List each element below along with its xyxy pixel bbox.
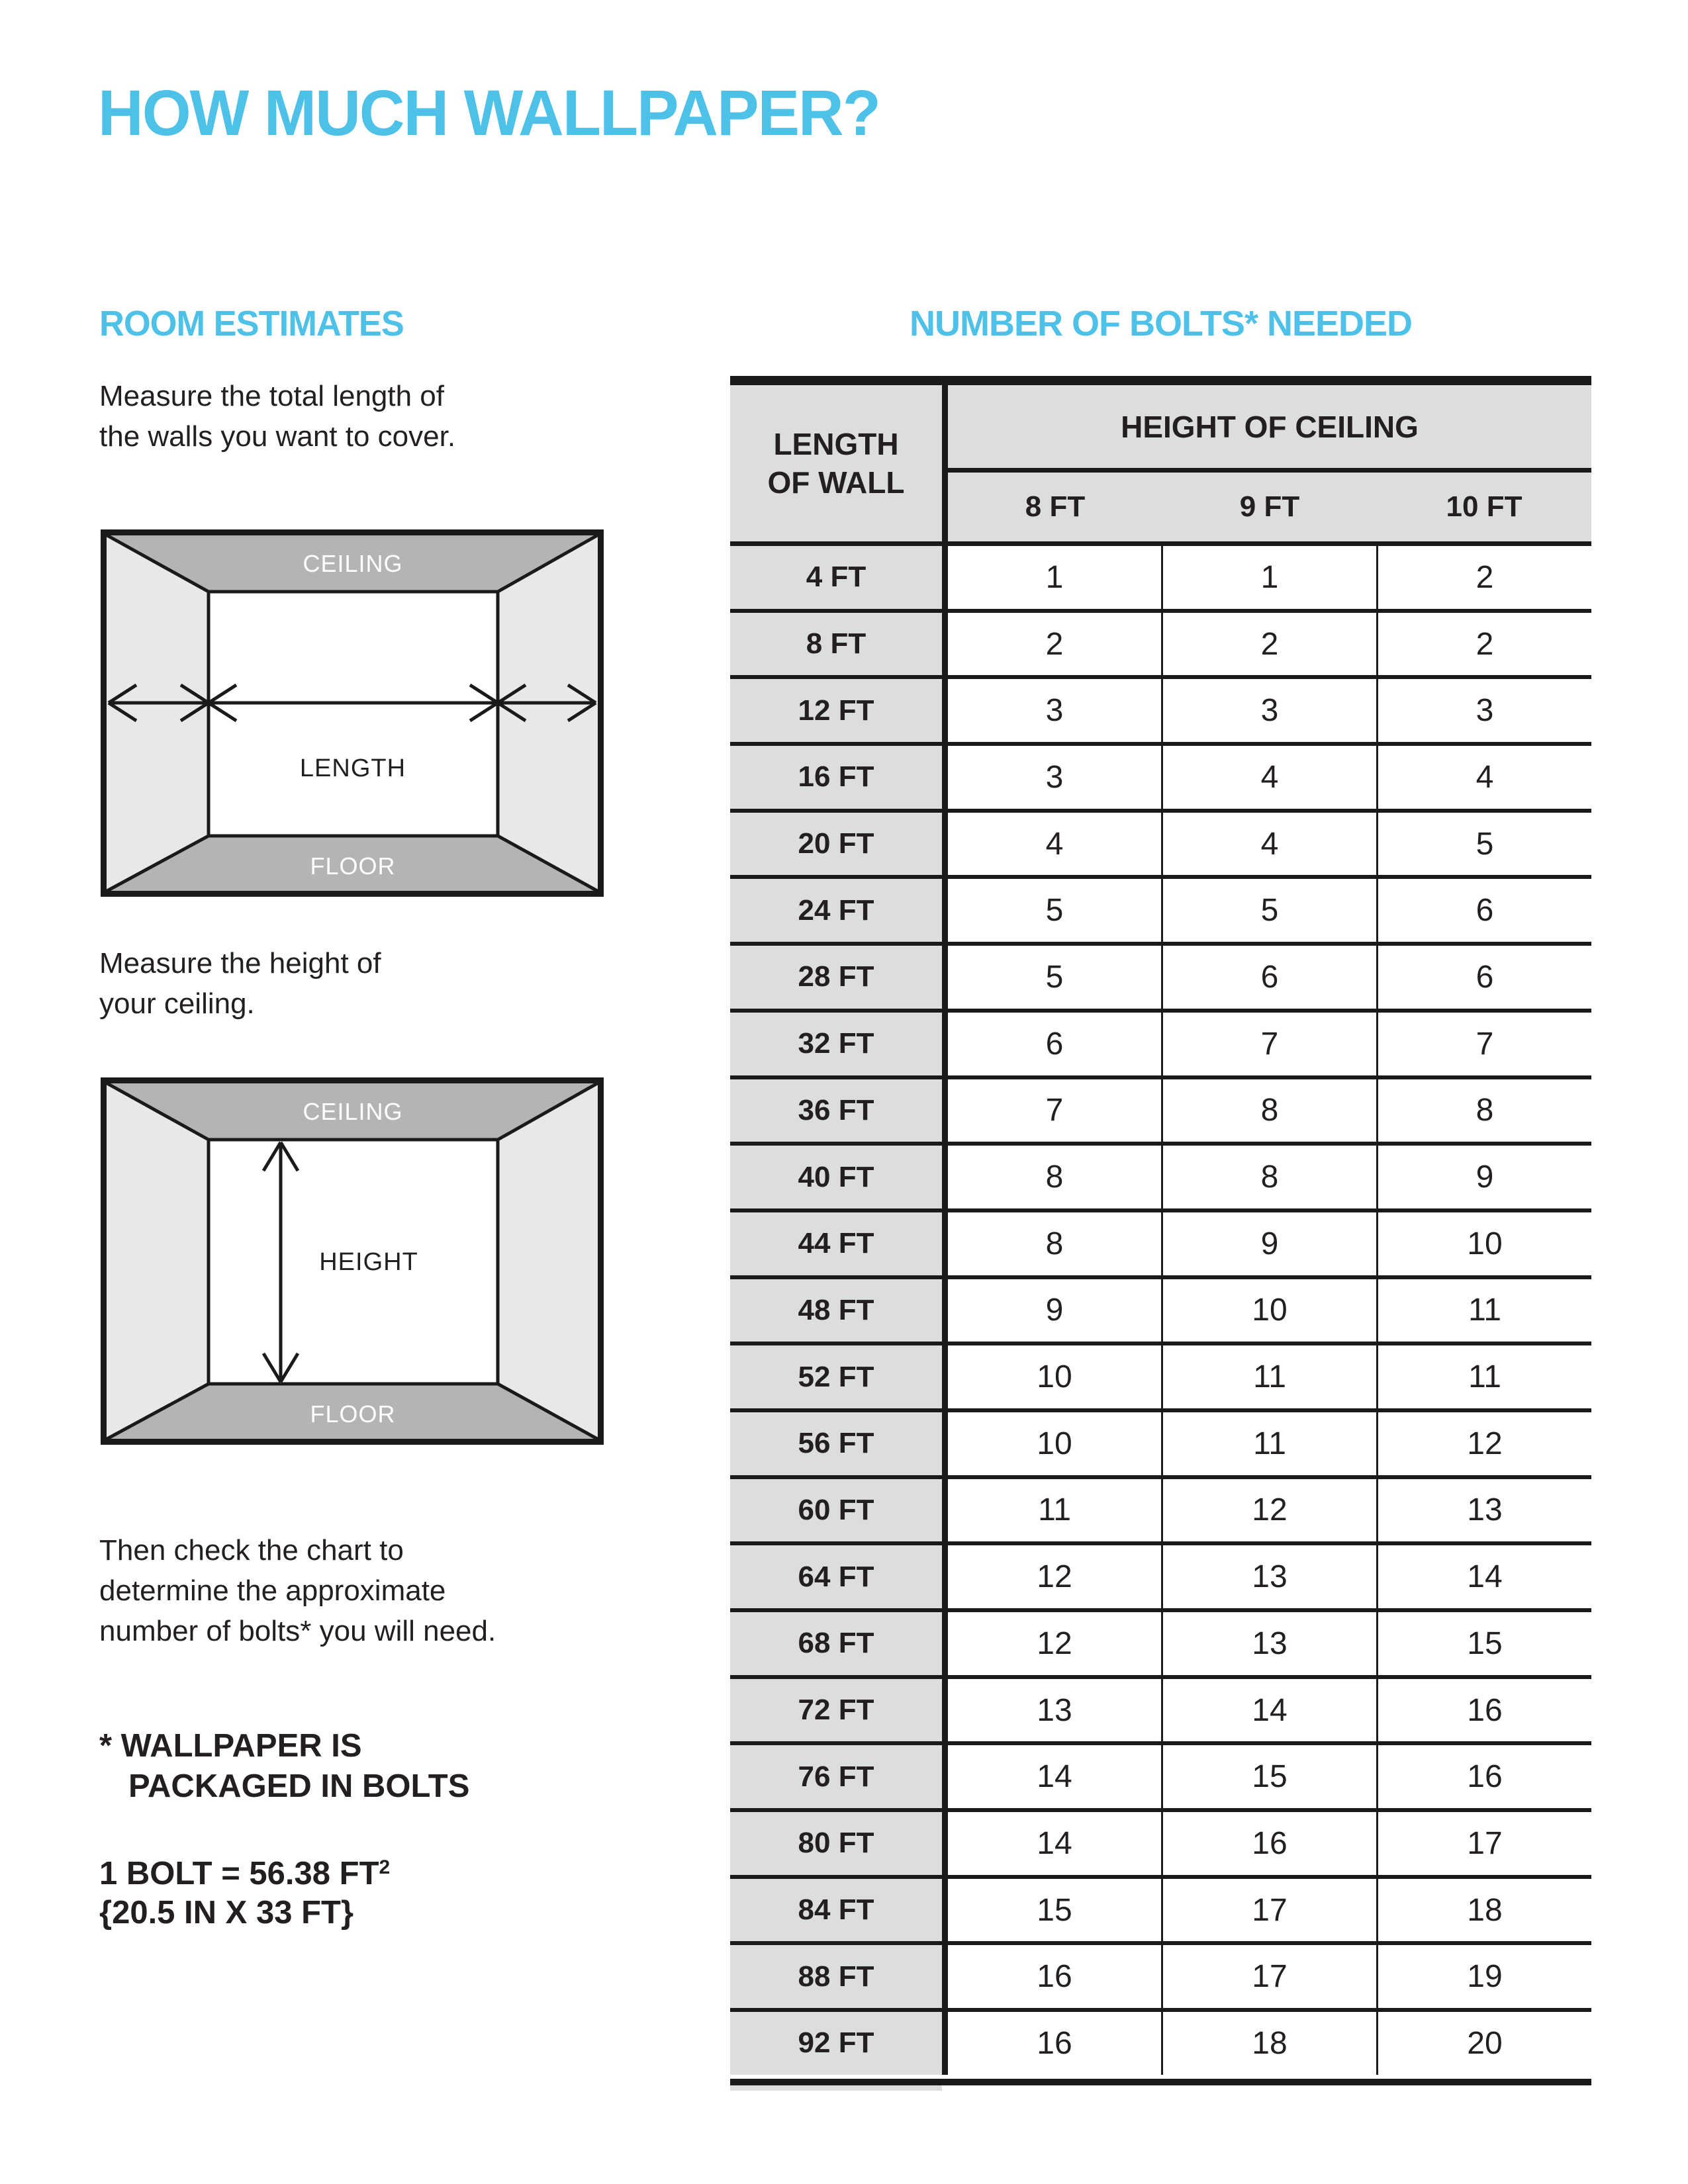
bolt-count-cell: 3 [1376,679,1591,742]
bolt-count-cell: 2 [948,613,1161,676]
table-row [730,1679,1591,1746]
bolt-count-cell: 19 [1376,1945,1591,2008]
table-bottom-stub [730,2085,942,2091]
bolt-equation-line [99,1848,390,1893]
wall-length-label: 36 FT [730,1079,948,1142]
table-row [730,613,1591,680]
wall-length-label: 88 FT [730,1945,948,2008]
wall-length-label: 48 FT [730,1279,948,1342]
bolt-count-cell: 1 [1161,546,1376,609]
bolt-count-cell: 9 [1161,1212,1376,1275]
table-row [730,2012,1591,2075]
bolt-count-cell: 11 [1161,1345,1376,1408]
bolt-count-cell: 14 [1376,1545,1591,1608]
wall-length-label: 80 FT [730,1812,948,1875]
squared-superscript: 2 [379,1856,391,1878]
bolt-count-cell: 2 [1376,613,1591,676]
table-row [730,1412,1591,1479]
wall-length-label: 4 FT [730,546,948,609]
footnote-line: * WALLPAPER IS [99,1728,362,1764]
bolt-count-cell: 14 [948,1745,1161,1808]
bolt-count-cell: 9 [1376,1146,1591,1208]
table-row [730,1812,1591,1879]
bolt-count-cell: 15 [948,1879,1161,1942]
paragraph-line: Measure the height of [99,947,381,979]
bolts-table [730,376,1591,2091]
bolt-count-cell: 8 [1161,1079,1376,1142]
bolt-count-cell: 17 [1161,1945,1376,2008]
table-rows [730,546,1591,2075]
page-title: HOW MUCH WALLPAPER? [98,77,880,149]
bolt-count-cell: 4 [1376,746,1591,809]
measure-height-paragraph [99,943,381,1024]
bolt-count-cell: 8 [1161,1146,1376,1208]
bolt-count-cell: 4 [948,813,1161,876]
height-of-ceiling-label: HEIGHT OF CEILING [1121,409,1419,444]
bolt-count-cell: 8 [948,1212,1161,1275]
bolt-count-cell: 2 [1161,613,1376,676]
bolt-count-cell: 11 [1376,1345,1591,1408]
floor-label: FLOOR [310,852,396,880]
table-header [730,385,1591,541]
bolt-count-cell: 16 [1376,1745,1591,1808]
header-divider-line [948,468,1591,473]
table-row [730,1612,1591,1679]
bolt-count-cell: 7 [948,1079,1161,1142]
bolt-count-cell: 7 [1376,1013,1591,1075]
right-wall-surface [498,1081,600,1441]
paragraph-line: Then check the chart to [99,1534,404,1567]
bolt-count-cell: 6 [1161,946,1376,1009]
wall-length-label: 32 FT [730,1013,948,1075]
bolt-count-cell: 6 [1376,946,1591,1009]
bolt-count-cell: 1 [948,546,1161,609]
height-of-ceiling-header [948,385,1591,541]
wall-length-label: 64 FT [730,1545,948,1608]
wall-length-label: 60 FT [730,1479,948,1542]
bolt-count-cell: 11 [1376,1279,1591,1342]
wall-length-label: 24 FT [730,879,948,942]
bolt-count-cell: 13 [1376,1479,1591,1542]
bolt-count-cell: 5 [948,946,1161,1009]
table-row [730,879,1591,946]
table-row [730,1212,1591,1279]
ceiling-label: CEILING [303,550,403,577]
bolt-size-info [99,1848,390,1933]
bolt-count-cell: 15 [1376,1612,1591,1675]
wall-length-label: 76 FT [730,1745,948,1808]
bolt-count-cell: 6 [948,1013,1161,1075]
wall-length-label: 84 FT [730,1879,948,1942]
wall-length-label: 16 FT [730,746,948,809]
wall-length-label: 68 FT [730,1612,948,1675]
room-length-diagram [101,529,604,897]
bolt-count-cell: 5 [948,879,1161,942]
table-row [730,1279,1591,1346]
bolt-count-cell: 3 [1161,679,1376,742]
wall-length-label: 72 FT [730,1679,948,1742]
wallpaper-bolts-footnote [99,1726,469,1807]
paragraph-line: Measure the total length of [99,380,444,412]
height-label: HEIGHT [319,1248,418,1276]
length-of-wall-header [730,385,948,541]
column-header-8ft: 8 FT [1025,490,1086,523]
column-header-9ft: 9 FT [1239,490,1300,523]
bolt-count-cell: 13 [1161,1545,1376,1608]
bolt-count-cell: 12 [948,1545,1161,1608]
bolt-count-cell: 17 [1161,1879,1376,1942]
table-row [730,1745,1591,1812]
table-row [730,946,1591,1013]
bolt-count-cell: 16 [948,1945,1161,2008]
bolt-count-cell: 13 [1161,1612,1376,1675]
length-label: LENGTH [299,754,406,782]
column-header-10ft: 10 FT [1446,490,1523,523]
table-row [730,1013,1591,1079]
bolt-count-cell: 2 [1376,546,1591,609]
bolt-count-cell: 18 [1161,2012,1376,2075]
table-row [730,1146,1591,1212]
bolt-count-cell: 3 [948,679,1161,742]
table-top-bar [730,376,1591,385]
wall-length-label: 8 FT [730,613,948,676]
bolt-count-cell: 3 [948,746,1161,809]
table-row [730,1945,1591,2012]
bolt-count-cell: 9 [948,1279,1161,1342]
room-height-diagram [101,1077,604,1445]
paragraph-line: your ceiling. [99,987,255,1020]
paragraph-line: the walls you want to cover. [99,420,456,453]
ceiling-label: CEILING [303,1098,403,1125]
bolt-equation-text: 1 BOLT = 56.38 FT [99,1856,379,1891]
ceiling-height-columns [948,473,1591,541]
bolt-count-cell: 12 [1161,1479,1376,1542]
wall-length-label: 92 FT [730,2012,948,2075]
measure-length-paragraph [99,376,455,457]
bolt-count-cell: 14 [1161,1679,1376,1742]
bolt-count-cell: 20 [1376,2012,1591,2075]
room-estimates-heading: ROOM ESTIMATES [99,304,404,343]
table-row [730,813,1591,880]
bolts-needed-heading: NUMBER OF BOLTS* NEEDED [909,304,1413,343]
bolt-count-cell: 12 [948,1612,1161,1675]
bolt-count-cell: 16 [1161,1812,1376,1875]
paragraph-line: determine the approximate [99,1574,446,1607]
footnote-line: PACKAGED IN BOLTS [128,1768,470,1804]
wall-length-label: 28 FT [730,946,948,1009]
table-bottom-border [730,2079,1591,2085]
wall-length-label: 20 FT [730,813,948,876]
table-row [730,546,1591,613]
bolt-count-cell: 10 [1161,1279,1376,1342]
header-line: OF WALL [767,465,905,500]
header-line: LENGTH [773,427,899,461]
table-row [730,1079,1591,1146]
bolt-count-cell: 16 [948,2012,1161,2075]
table-row [730,1479,1591,1546]
table-row [730,746,1591,813]
bolt-count-cell: 6 [1376,879,1591,942]
wall-length-label: 40 FT [730,1146,948,1208]
bolt-count-cell: 4 [1161,813,1376,876]
bolt-count-cell: 11 [948,1479,1161,1542]
bolt-count-cell: 5 [1161,879,1376,942]
bolt-count-cell: 7 [1161,1013,1376,1075]
bolt-count-cell: 5 [1376,813,1591,876]
wall-length-label: 44 FT [730,1212,948,1275]
table-row [730,679,1591,746]
bolt-dimensions-line: {20.5 IN X 33 FT} [99,1895,354,1931]
bolt-count-cell: 10 [1376,1212,1591,1275]
bolt-count-cell: 16 [1376,1679,1591,1742]
bolt-count-cell: 8 [1376,1079,1591,1142]
bolt-count-cell: 15 [1161,1745,1376,1808]
wall-length-label: 52 FT [730,1345,948,1408]
bolt-count-cell: 14 [948,1812,1161,1875]
table-row [730,1879,1591,1946]
wall-length-label: 12 FT [730,679,948,742]
table-row [730,1345,1591,1412]
bolt-count-cell: 13 [948,1679,1161,1742]
floor-label: FLOOR [310,1400,396,1428]
bolt-count-cell: 10 [948,1412,1161,1475]
bolt-count-cell: 11 [1161,1412,1376,1475]
bolt-count-cell: 17 [1376,1812,1591,1875]
bolt-count-cell: 8 [948,1146,1161,1208]
bolt-count-cell: 12 [1376,1412,1591,1475]
wall-length-label: 56 FT [730,1412,948,1475]
header-bottom-line [730,541,1591,546]
bolt-count-cell: 18 [1376,1879,1591,1942]
bolt-count-cell: 10 [948,1345,1161,1408]
left-wall-surface [105,1081,209,1441]
check-chart-paragraph [99,1530,496,1651]
table-row [730,1545,1591,1612]
back-wall-surface [209,592,498,836]
paragraph-line: number of bolts* you will need. [99,1615,496,1647]
bolt-count-cell: 4 [1161,746,1376,809]
